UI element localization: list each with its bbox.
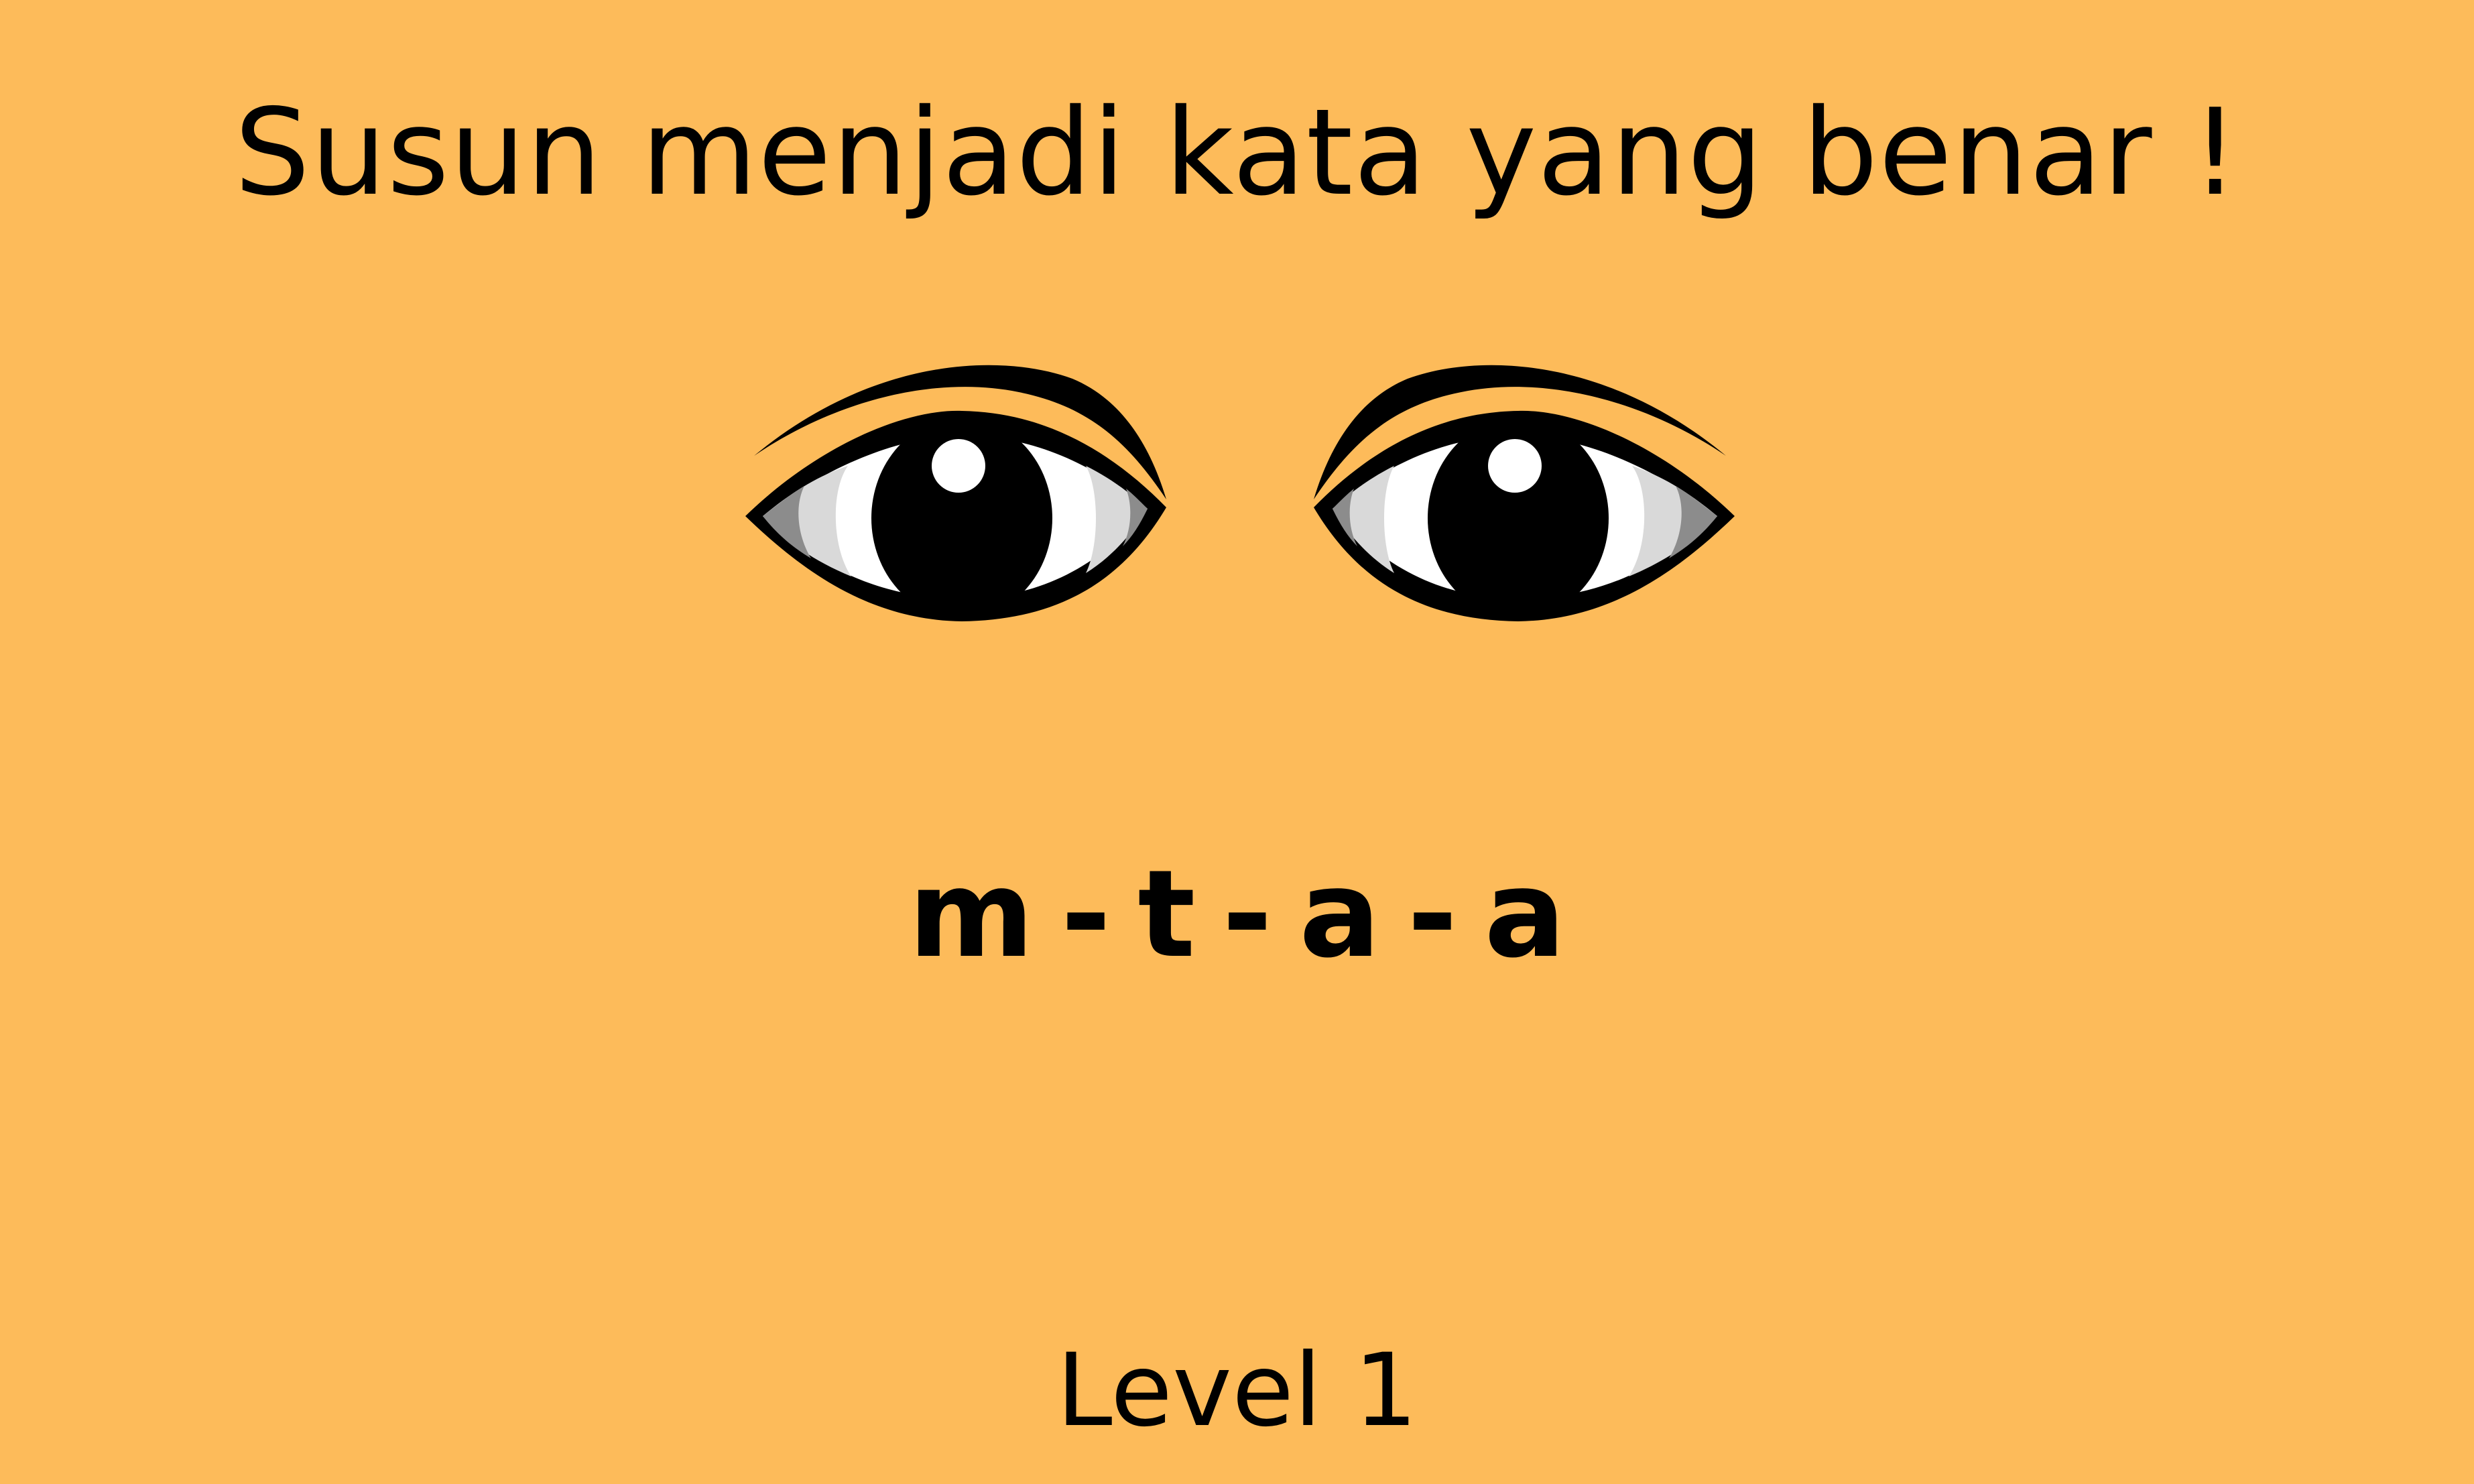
left-eye-icon xyxy=(745,365,1166,621)
letter-separator: - xyxy=(1060,845,1111,985)
letter-tile[interactable]: t xyxy=(1137,845,1196,985)
right-eye-icon xyxy=(1314,365,1735,621)
instruction-title: Susun menjadi kata yang benar ! xyxy=(234,83,2240,222)
letter-separator: - xyxy=(1222,845,1273,985)
level-indicator: Level 1 xyxy=(1056,1333,1418,1449)
letter-separator: - xyxy=(1407,845,1458,985)
letter-tile[interactable]: a xyxy=(1484,845,1566,985)
eyes-icon xyxy=(737,345,1743,640)
letter-tile[interactable]: a xyxy=(1299,845,1381,985)
scrambled-word xyxy=(0,841,2474,989)
letter-tile[interactable]: m xyxy=(908,845,1034,985)
